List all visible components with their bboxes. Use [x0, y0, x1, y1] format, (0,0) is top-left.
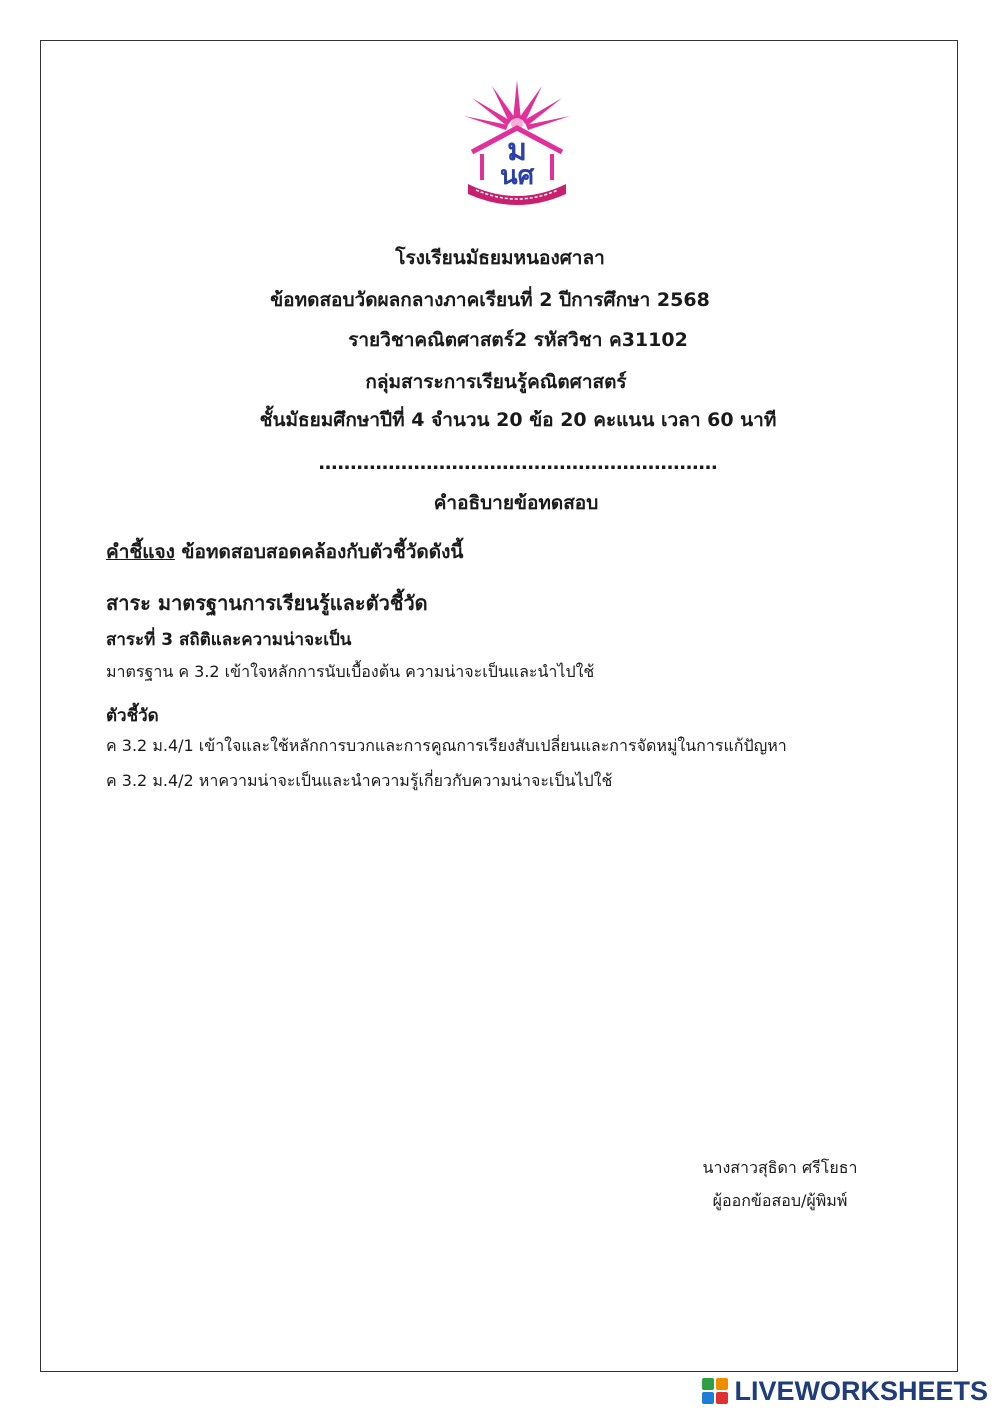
- signature-role: ผู้ออกข้อสอบ/ผู้พิมพ์: [712, 1191, 848, 1210]
- grade-line: ชั้นมัธยมศึกษาปีที่ 4 จำนวน 20 ข้อ 20 คะแนน เวลา 60 นาที: [259, 409, 777, 431]
- description-heading: คำอธิบายข้อทดสอบ: [433, 492, 599, 514]
- signature-name: นางสาวสุธิดา ศรีโยธา: [702, 1158, 858, 1177]
- exam-title: ข้อทดสอบวัดผลกลางภาคเรียนที่ 2 ปีการศึกษา 2568: [270, 289, 710, 311]
- svg-text:ม: ม: [507, 133, 527, 168]
- school-logo: [462, 80, 572, 208]
- indicators-heading: ตัวชี้วัด: [106, 706, 159, 726]
- school-name: โรงเรียนมัธยมหนองศาลา: [395, 247, 605, 269]
- brand-text: LIVEWORKSHEETS: [734, 1375, 988, 1406]
- indicator-item: ค 3.2 ม.4/1 เข้าใจและใช้หลักการบวกและการคูณการเรียงสับเปลี่ยนและการจัดหมู่ในการแก้ปัญหา: [106, 736, 787, 755]
- svg-text:นศ: นศ: [499, 161, 535, 191]
- liveworksheets-brand[interactable]: [702, 1374, 988, 1408]
- instruction-label: คำชี้แจง: [106, 541, 175, 563]
- strand-heading: สาระ มาตรฐานการเรียนรู้และตัวชี้วัด: [106, 591, 428, 615]
- instruction-text: ข้อทดสอบสอดคล้องกับตัวชี้วัดดังนี้: [174, 541, 464, 563]
- liveworksheets-logo-icon: [702, 1378, 728, 1404]
- subject-line: รายวิชาคณิตศาสตร์2 รหัสวิชา ค31102: [348, 329, 688, 351]
- indicator-item: ค 3.2 ม.4/2 หาความน่าจะเป็นและนำความรู้เกี่ยวกับความน่าจะเป็นไปใช้: [106, 771, 613, 790]
- standard-text: มาตรฐาน ค 3.2 เข้าใจหลักการนับเบื้องต้น ความน่าจะเป็นและนำไปใช้: [106, 662, 595, 681]
- learning-area: กลุ่มสาระการเรียนรู้คณิตศาสตร์: [365, 371, 627, 393]
- strand-3: สาระที่ 3 สถิติและความน่าจะเป็น: [106, 630, 352, 650]
- instruction-line: [106, 537, 463, 567]
- separator-line: ………………………………………………………: [318, 452, 718, 474]
